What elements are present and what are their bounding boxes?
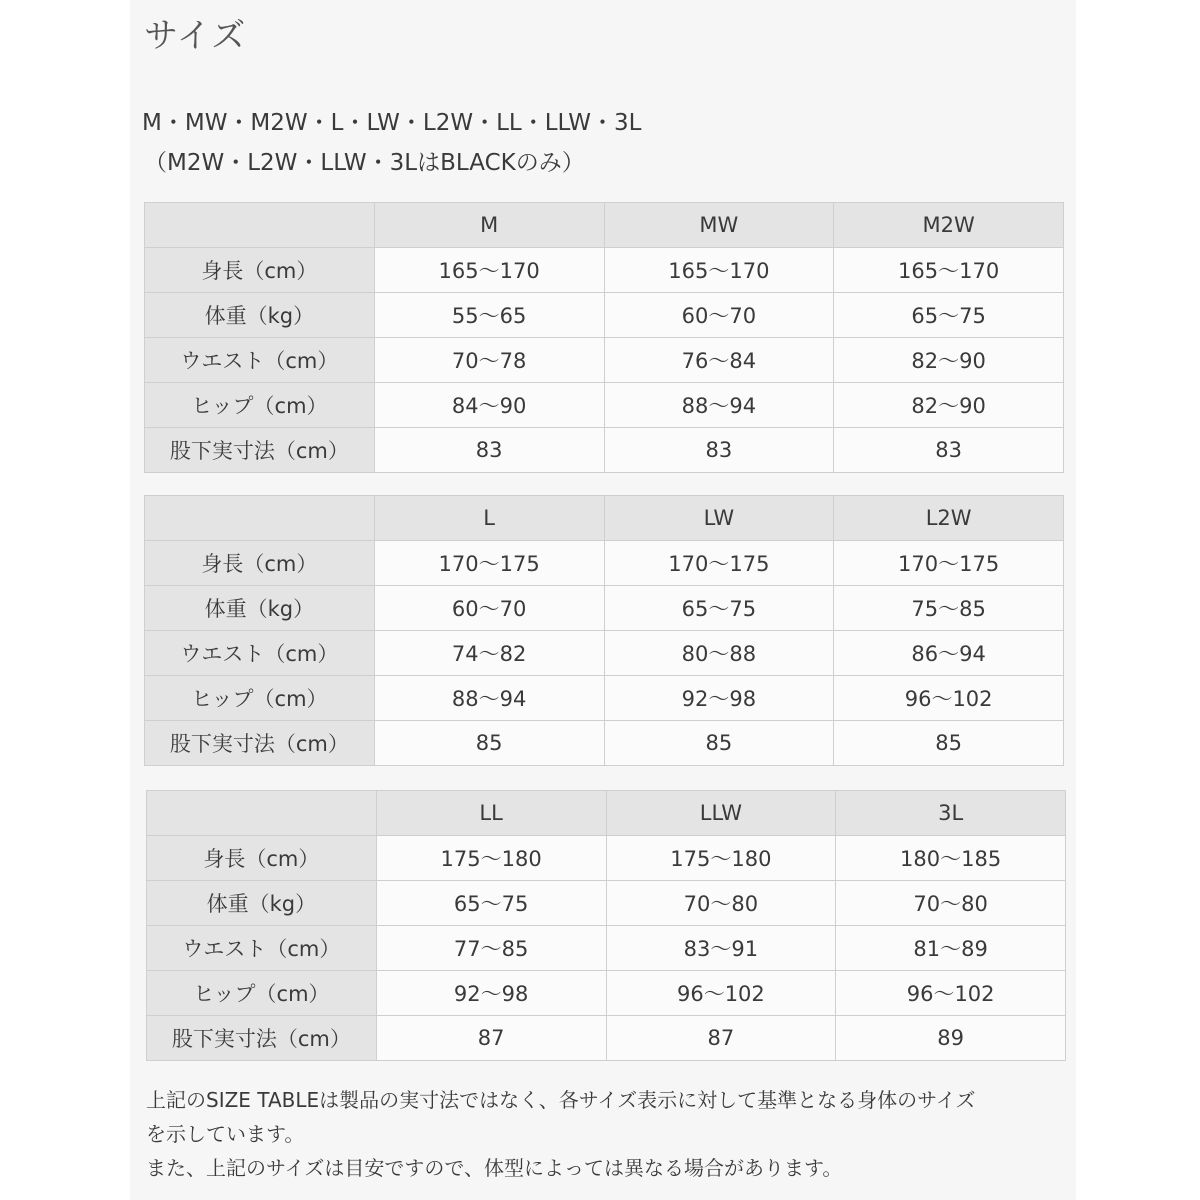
table-row [145,248,1064,293]
row-label: ヒップ（cm） [145,676,375,721]
sizes-note: （M2W・L2W・LLW・3LはBLACKのみ） [144,150,585,176]
table-cell: 96〜102 [834,676,1064,721]
row-label: 身長（cm） [145,541,375,586]
table-cell: 175〜180 [376,836,606,881]
table-cell: 60〜70 [374,586,604,631]
table-cell: 86〜94 [834,631,1064,676]
table-cell: 75〜85 [834,586,1064,631]
table-row [145,631,1064,676]
column-header: LL [376,791,606,836]
row-label: 身長（cm） [145,248,375,293]
table-cell: 96〜102 [836,971,1066,1016]
table-cell: 82〜90 [834,383,1064,428]
table-cell: 65〜75 [834,293,1064,338]
column-header: M2W [834,203,1064,248]
table-cell: 170〜175 [374,541,604,586]
column-header: 3L [836,791,1066,836]
table-cell: 76〜84 [604,338,834,383]
row-label: ウエスト（cm） [147,926,377,971]
table-cell: 88〜94 [374,676,604,721]
column-header: M [374,203,604,248]
footnote-line: 上記のSIZE TABLEは製品の実寸法ではなく、各サイズ表示に対して基準となる身体のサイズ [146,1088,976,1112]
table-corner [147,791,377,836]
row-label: ヒップ（cm） [145,383,375,428]
table-row [145,383,1064,428]
table-cell: 70〜80 [836,881,1066,926]
size-table-l [144,495,1064,766]
table-row [145,541,1064,586]
table-header-row [145,203,1064,248]
table-cell: 165〜170 [374,248,604,293]
table-cell: 85 [604,721,834,766]
table-cell: 65〜75 [376,881,606,926]
size-panel [130,0,1076,1200]
table-row [145,721,1064,766]
table-row [145,293,1064,338]
table-cell: 165〜170 [604,248,834,293]
table-row [147,1016,1066,1061]
table-cell: 170〜175 [834,541,1064,586]
table-cell: 84〜90 [374,383,604,428]
column-header: LLW [606,791,836,836]
column-header: LW [604,496,834,541]
table-cell: 55〜65 [374,293,604,338]
table-header-row [145,496,1064,541]
table-cell: 70〜80 [606,881,836,926]
row-label: 体重（kg） [145,293,375,338]
table-cell: 165〜170 [834,248,1064,293]
row-label: 身長（cm） [147,836,377,881]
table-cell: 65〜75 [604,586,834,631]
row-label: 股下実寸法（cm） [145,721,375,766]
row-label: ヒップ（cm） [147,971,377,1016]
table-cell: 77〜85 [376,926,606,971]
table-cell: 180〜185 [836,836,1066,881]
table-row [147,836,1066,881]
table-cell: 96〜102 [606,971,836,1016]
table-row [145,586,1064,631]
page-title: サイズ [144,16,247,56]
footnote-line: また、上記のサイズは目安ですので、体型によっては異なる場合があります。 [146,1156,843,1180]
table-cell: 83 [374,428,604,473]
table-cell: 85 [374,721,604,766]
table-row [147,971,1066,1016]
table-cell: 60〜70 [604,293,834,338]
table-cell: 92〜98 [376,971,606,1016]
table-row [145,676,1064,721]
table-corner [145,496,375,541]
size-table-m [144,202,1064,473]
row-label: 股下実寸法（cm） [147,1016,377,1061]
table-header-row [147,791,1066,836]
table-cell: 83 [834,428,1064,473]
table-row [145,338,1064,383]
table-cell: 74〜82 [374,631,604,676]
table-cell: 89 [836,1016,1066,1061]
table-cell: 83〜91 [606,926,836,971]
table-row [147,926,1066,971]
row-label: ウエスト（cm） [145,338,375,383]
table-cell: 88〜94 [604,383,834,428]
row-label: 体重（kg） [145,586,375,631]
table-cell: 170〜175 [604,541,834,586]
table-cell: 87 [376,1016,606,1061]
size-table-ll [146,790,1066,1061]
table-cell: 83 [604,428,834,473]
column-header: MW [604,203,834,248]
table-cell: 92〜98 [604,676,834,721]
table-cell: 87 [606,1016,836,1061]
table-cell: 81〜89 [836,926,1066,971]
row-label: 股下実寸法（cm） [145,428,375,473]
table-cell: 85 [834,721,1064,766]
table-row [147,881,1066,926]
table-cell: 70〜78 [374,338,604,383]
column-header: L2W [834,496,1064,541]
footnote-line: を示しています。 [146,1122,305,1146]
row-label: 体重（kg） [147,881,377,926]
table-cell: 80〜88 [604,631,834,676]
column-header: L [374,496,604,541]
table-corner [145,203,375,248]
table-cell: 175〜180 [606,836,836,881]
table-cell: 82〜90 [834,338,1064,383]
available-sizes: M・MW・M2W・L・LW・L2W・LL・LLW・3L [142,110,642,136]
table-row [145,428,1064,473]
row-label: ウエスト（cm） [145,631,375,676]
